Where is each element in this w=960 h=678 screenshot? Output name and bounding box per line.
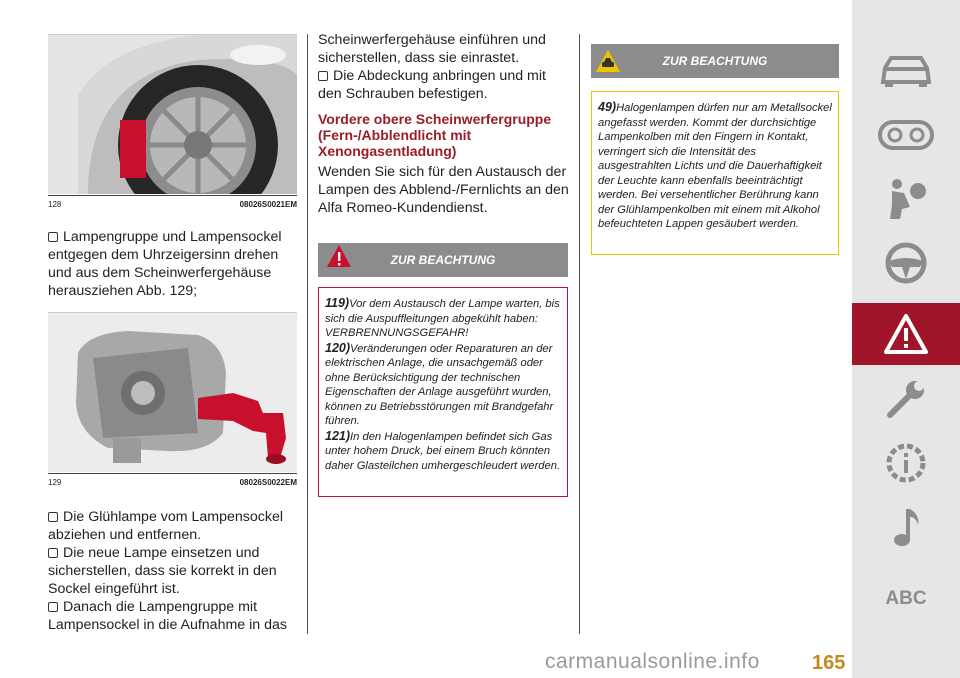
caution-body: 49)Halogenlampen dürfen nur am Metallsockel angefasst werden. Kommt der durchsichtige Lampenkolben mit den Fingern in Kontakt, verringert sich die Intensität des ausgestrahlten Lichts und die Dauerhaftigkeit der Leuchte kann ebenfalls beeinträchtigt werden. Bei versehentlicher Berührung kann der Glühlampenkolben mit einem mit Alkohol befeuchteten Lappen gesäubert werden. [591,91,839,255]
sidebar-item-maintenance[interactable] [852,368,960,430]
left-text-1 [48,228,298,300]
step-item: Die Abdeckung anbringen und mit den Schrauben befestigen. [318,68,546,102]
section-paragraph: Wenden Sie sich für den Austausch der Lampen des Abblend-/Fernlichts an den Alfa Romeo-Kundendienst. [318,164,569,216]
chapter-sidebar [852,0,960,678]
warning-item: 121)In den Halogenlampen befindet sich Gas unter hohem Druck, bei einem Bruch könnten daher Glasteilchen umhergeschleudert werden. [325,428,561,472]
warning-item: 119)Vor dem Austausch der Lampe warten, bis sich die Auspuffleitungen abgekühlt haben: VERBRENNUNGSGEFAHR! [325,296,560,339]
warning-body [318,287,568,497]
checkbox-icon [48,232,58,242]
figure-128-image [48,34,297,194]
sidebar-item-multimedia[interactable] [852,496,960,558]
sidebar-item-instruments[interactable] [852,104,960,166]
airbag-icon [884,177,928,221]
figure-code: 08026S0021EM [239,200,297,209]
middle-text [318,31,570,217]
sidebar-item-vehicle[interactable] [852,40,960,102]
checkbox-icon [48,512,58,522]
column-divider [579,34,580,634]
watermark: carmanualsonline.info [545,650,760,673]
gauges-icon [878,120,934,150]
warning-triangle-icon [883,313,929,355]
figure-128-caption [48,195,297,209]
checkbox-icon [318,71,328,81]
checkbox-icon [48,548,58,558]
car-icon [879,54,933,88]
music-note-icon [888,505,924,549]
warning-title: ZUR BEACHTUNG [390,253,496,267]
step-item: Die neue Lampe einsetzen und sicherstellen, dass sie korrekt in den Sockel eingeführt ist. [48,545,277,597]
sidebar-item-emergency[interactable] [852,303,960,365]
abc-icon: ABC [885,588,927,609]
step-item: Die Glühlampe vom Lampensockel abziehen und entfernen. [48,509,284,543]
sidebar-item-index[interactable] [852,568,960,630]
figure-129-image [48,312,297,472]
figure-code: 08026S0022EM [239,478,297,487]
warning-item: 120)Veränderungen oder Reparaturen an der elektrischen Anlage, die unsachgemäß oder ohne Berücksichtigung der technischen Eigenschaften der Anlage ausgeführt wurden, können zu Betriebsstörungen mit Brandgefahr führen. [325,340,554,427]
info-gear-icon [884,441,928,485]
caution-header [591,44,839,78]
steering-wheel-icon [884,241,928,285]
step-item: Danach die Lampengruppe mit Lampensockel in die Aufnahme in das [48,599,287,633]
left-text-2 [48,508,298,634]
car-caution-icon [595,49,621,78]
step-item: Lampengruppe und Lampensockel entgegen dem Uhrzeigersinn drehen und aus dem Scheinwerfergehäuse herausziehen Abb. 129; [48,229,282,299]
checkbox-icon [48,602,58,612]
page-number: 165 [812,652,846,674]
figure-number: 129 [48,478,62,487]
column-divider [307,34,308,634]
figure-number: 128 [48,200,62,209]
sidebar-item-technical-data[interactable] [852,432,960,494]
figure-129-caption [48,473,297,487]
section-heading: Vordere obere Scheinwerfergruppe (Fern-/Abblendlicht mit Xenongasentladung) [318,111,552,159]
warning-header [318,243,568,277]
continued-text: Scheinwerfergehäuse einführen und sicherstellen, dass sie einrastet. [318,32,546,66]
sidebar-item-safety[interactable] [852,168,960,230]
sidebar-item-driving[interactable] [852,232,960,294]
caution-title: ZUR BEACHTUNG [662,54,768,68]
wrench-icon [884,377,928,421]
warning-triangle-icon [326,244,352,273]
